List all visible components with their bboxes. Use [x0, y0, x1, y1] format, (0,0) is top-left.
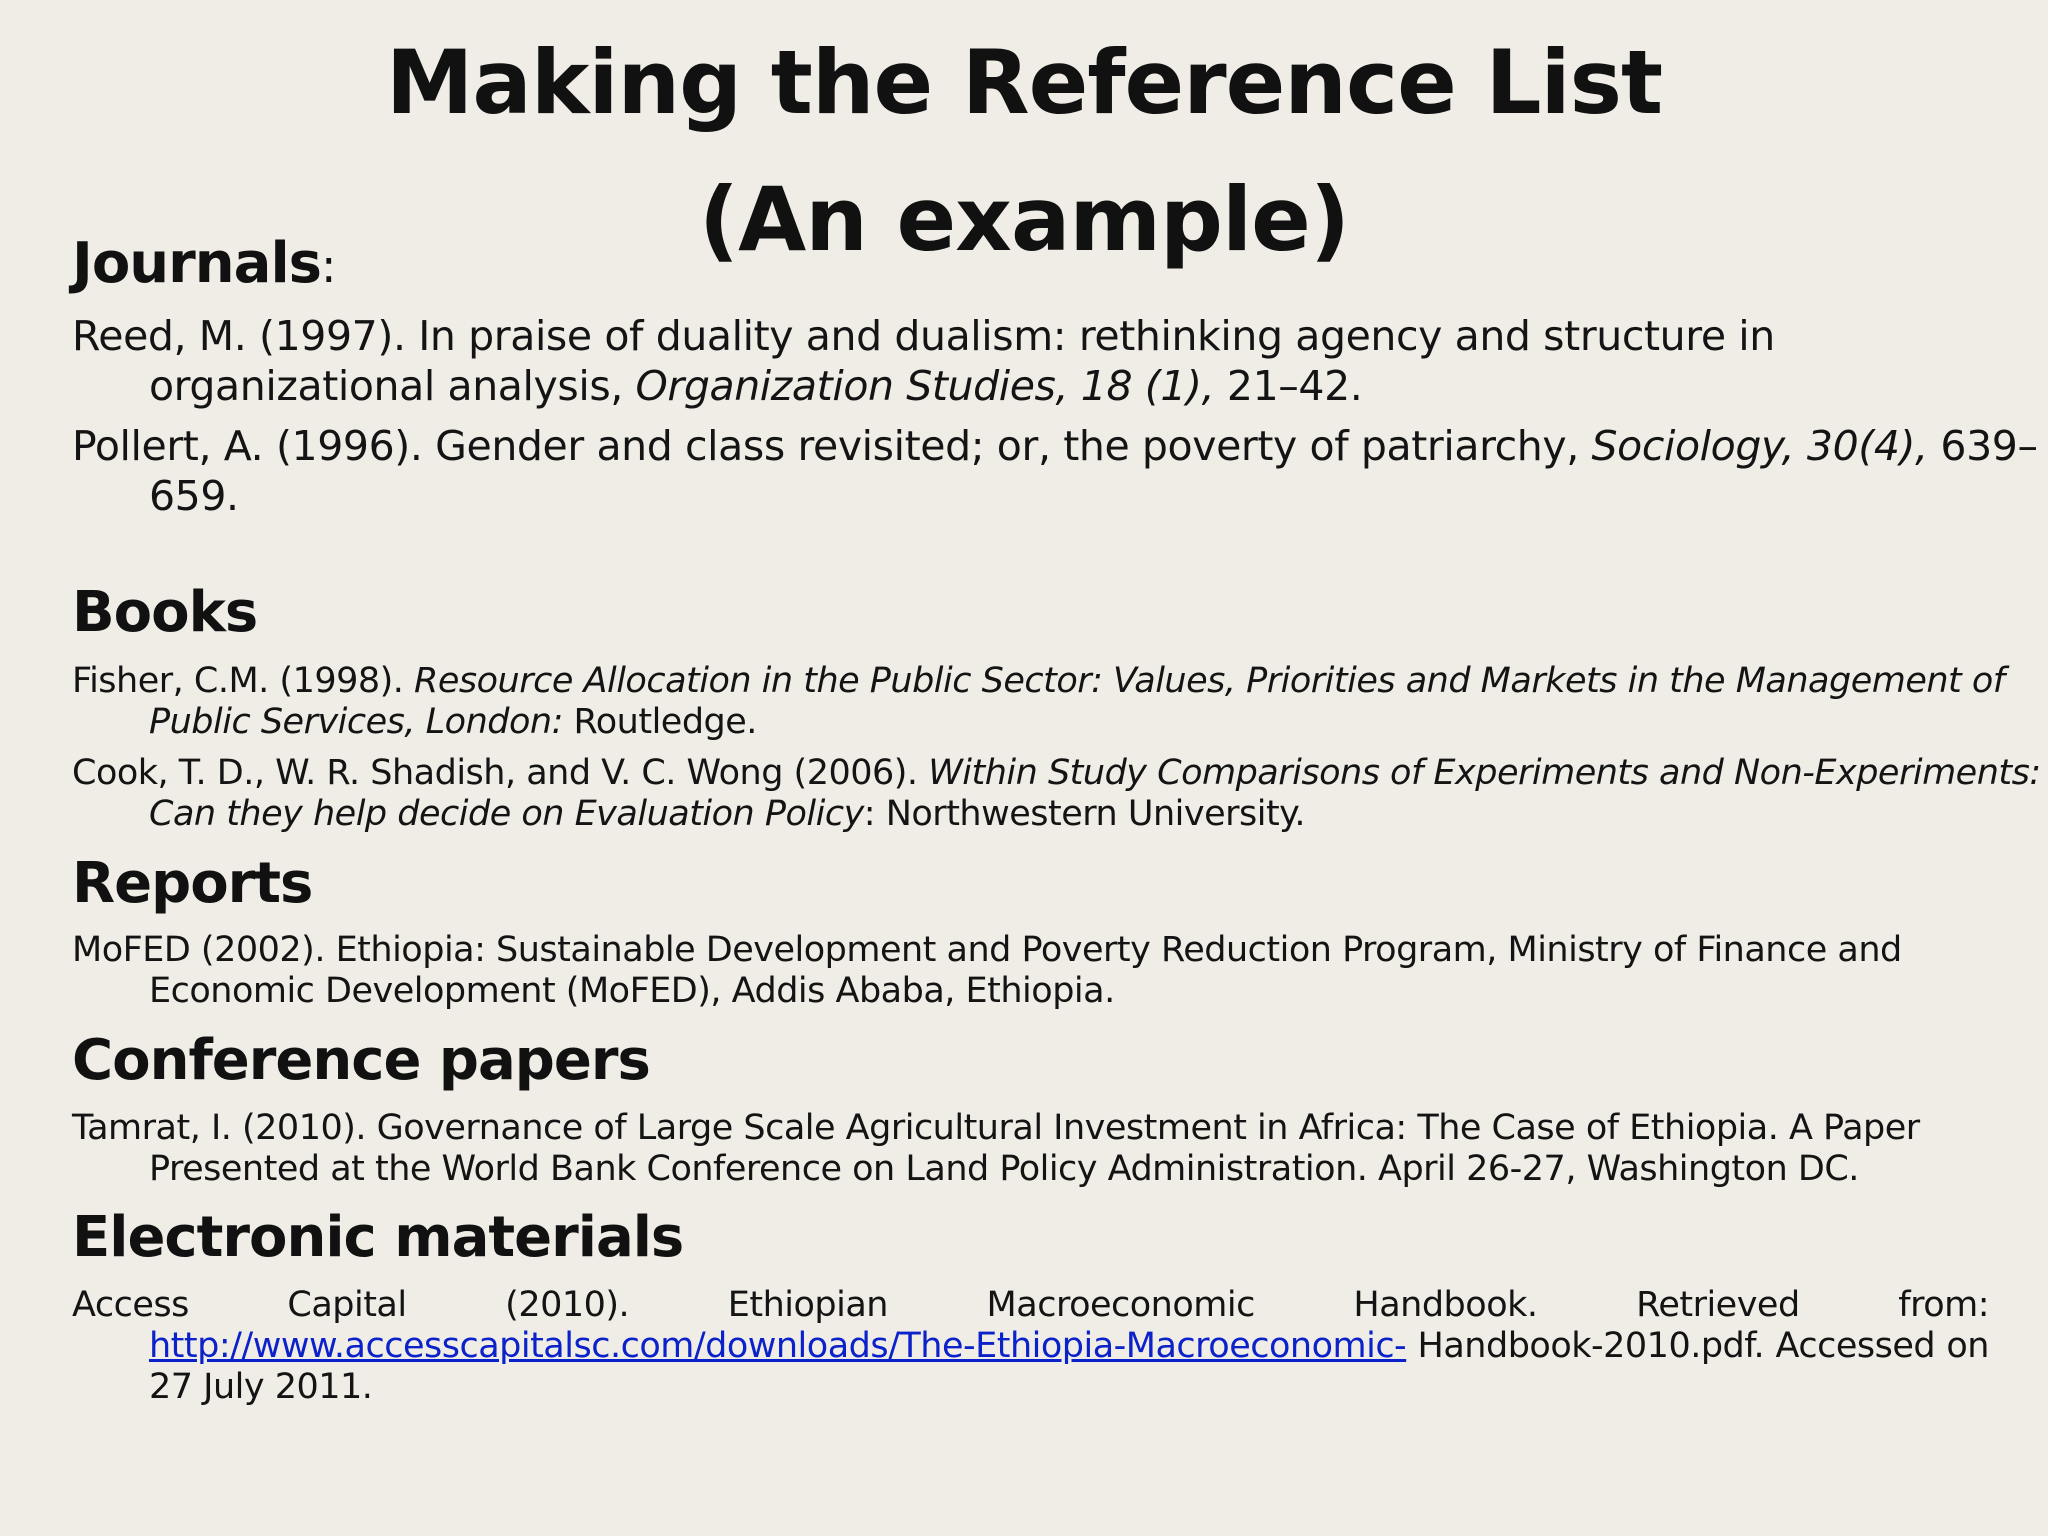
reference-text: Fisher, C.M. (1998).	[72, 661, 415, 701]
reference-publisher: : Northwestern University.	[863, 794, 1306, 834]
reference-title: Resource Allocation in the Public Sector: Values, Priorities and Markets in the Management of Public Services, London:	[149, 661, 2005, 742]
reference-access-note: Handbook-2010.pdf. Accessed on 27 July 2011.	[149, 1326, 1989, 1407]
conference-reference: Tamrat, I. (2010). Governance of Large Scale Agricultural Investment in Africa: The Case of Ethiopia. A Paper Presented at the World Bank Conference on Land Policy Administration. April 26-27, Washington DC.	[72, 1108, 1920, 1189]
reference-source: Organization Studies, 18 (1),	[635, 362, 1215, 410]
reference-source: Sociology, 30(4),	[1591, 422, 1928, 470]
book-reference	[72, 753, 2048, 835]
slide-title-line-2: (An example)	[698, 168, 1350, 271]
books-heading: Books	[72, 580, 258, 645]
reference-url-link[interactable]: http://www.accesscapitalsc.com/downloads/The-Ethiopia-Macroeconomic-	[149, 1326, 1407, 1366]
reference-publisher: Routledge.	[562, 702, 757, 742]
journals-heading	[72, 232, 1972, 298]
journal-reference	[72, 311, 2048, 411]
report-reference: MoFED (2002). Ethiopia: Sustainable Development and Poverty Reduction Program, Ministry of Finance and Economic Development (MoFED), Addis Ababa, Ethiopia.	[72, 930, 1902, 1011]
journal-reference	[72, 421, 2048, 521]
slide-title-line-1: Making the Reference List	[385, 31, 1663, 134]
reference-text: Reed, M. (1997). In praise of duality and dualism: rethinking agency and structure in organizational analysis,	[72, 312, 1775, 410]
reference-text: Access Capital (2010). Ethiopian Macroeconomic Handbook. Retrieved from:	[72, 1285, 1989, 1325]
reference-text: Cook, T. D., W. R. Shadish, and V. C. Wong (2006).	[72, 753, 929, 793]
electronic-materials-heading: Electronic materials	[72, 1205, 684, 1270]
reference-title: Within Study Comparisons of Experiments and Non-Experiments: Can they help decide on Evaluation Policy	[149, 753, 2041, 834]
journals-heading-text: Journals	[72, 231, 321, 296]
electronic-reference	[72, 1285, 1989, 1408]
conference-papers-heading: Conference papers	[72, 1028, 650, 1093]
journals-heading-colon: :	[320, 239, 336, 293]
reports-heading: Reports	[72, 851, 313, 916]
reference-pages: 21–42.	[1214, 362, 1363, 410]
book-reference	[72, 661, 2048, 743]
reference-text: Pollert, A. (1996). Gender and class revisited; or, the poverty of patriarchy,	[72, 422, 1592, 470]
reference-pages: 639–659.	[149, 422, 2038, 520]
